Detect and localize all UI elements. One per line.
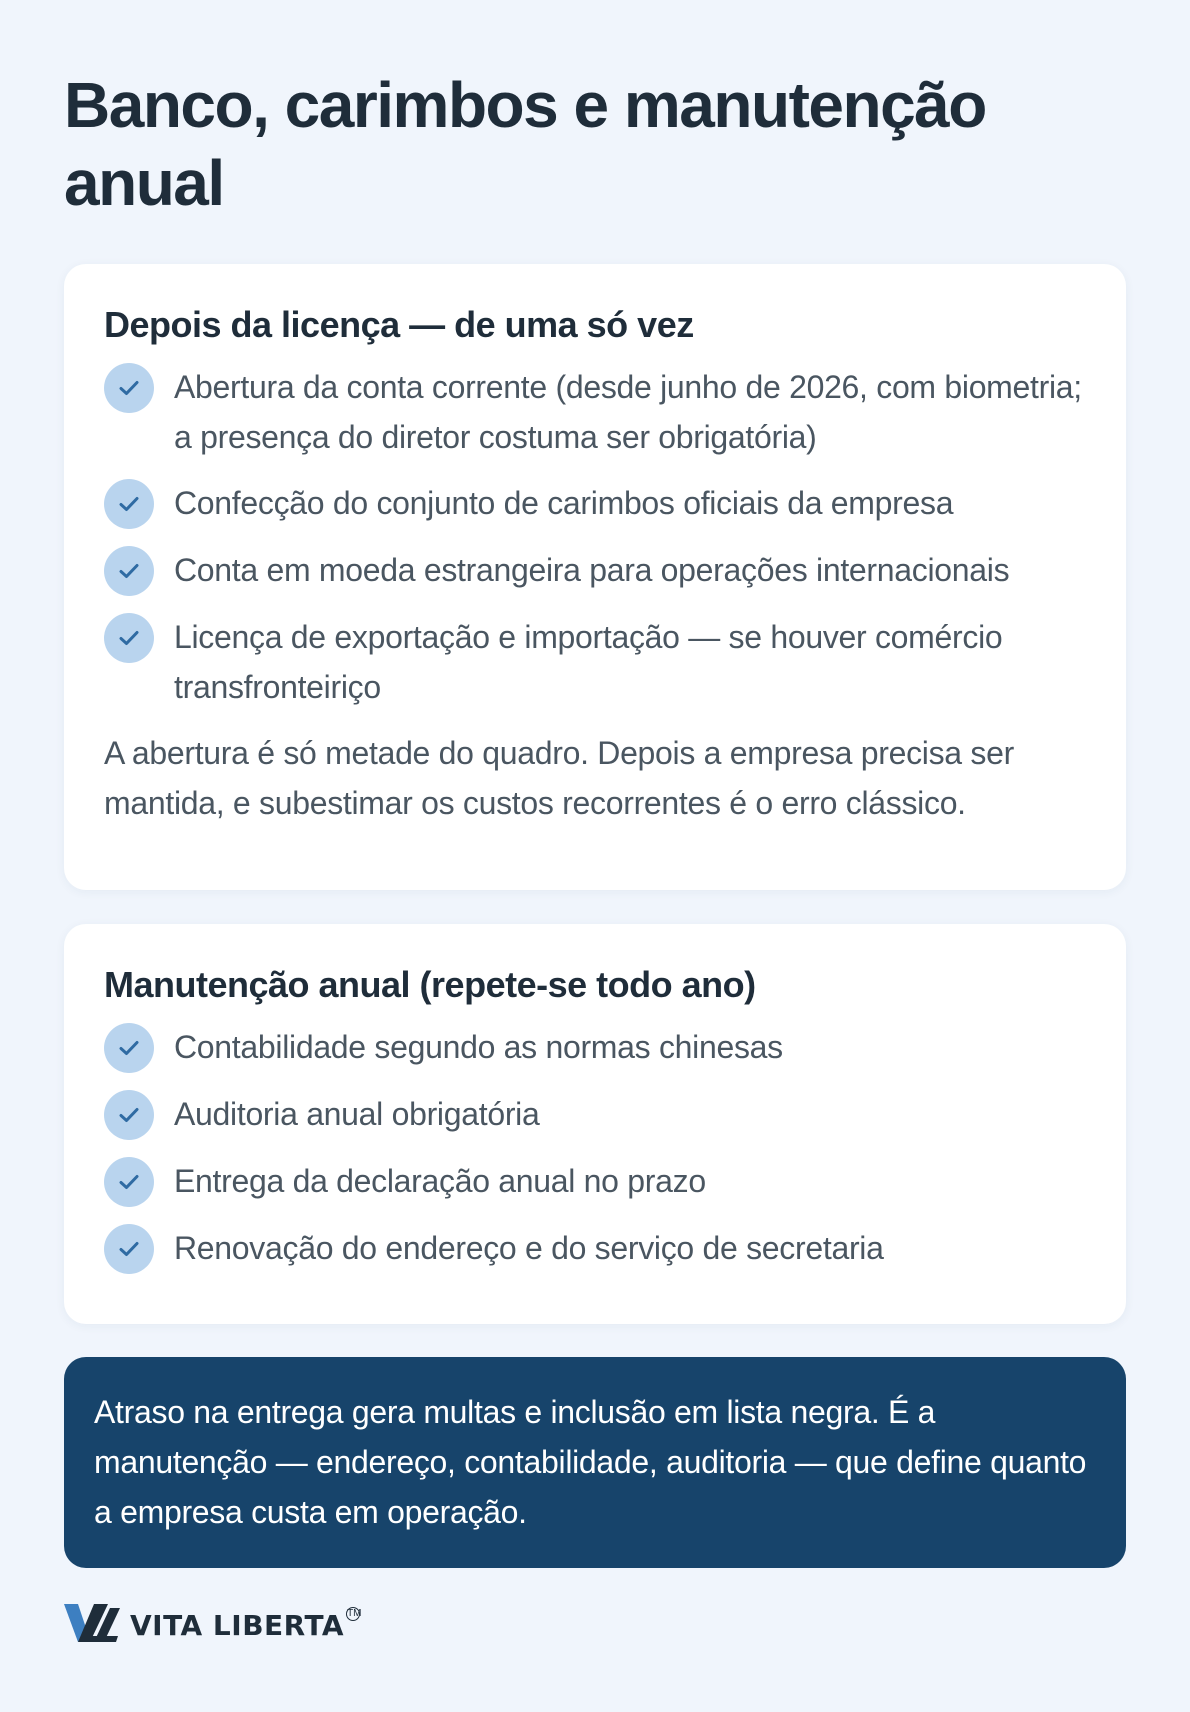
list-item — [104, 478, 1086, 529]
list-item-text: Abertura da conta corrente (desde junho de 2026, com biometria; a presença do diretor costuma ser obrigatória) — [174, 369, 1082, 455]
list-item-text: Conta em moeda estrangeira para operações internacionais — [174, 552, 1010, 588]
vita-liberta-logo-icon — [64, 1602, 120, 1649]
one-time-checklist — [104, 362, 1086, 712]
list-item — [104, 362, 1086, 462]
brand-name: VITA LIBERTA — [130, 1608, 345, 1642]
list-item — [104, 612, 1086, 712]
check-icon — [104, 1157, 154, 1207]
list-item — [104, 1156, 1086, 1207]
check-icon — [104, 1224, 154, 1274]
one-time-steps-title: Depois da licença — de uma só vez — [104, 304, 694, 345]
trademark-symbol: TM — [347, 1608, 362, 1619]
check-icon — [104, 613, 154, 663]
list-item-text: Contabilidade segundo as normas chinesas — [174, 1029, 783, 1065]
annual-maintenance-card — [64, 924, 1126, 1324]
brand-logo — [64, 1604, 360, 1646]
check-icon — [104, 1090, 154, 1140]
list-item-text: Auditoria anual obrigatória — [174, 1096, 540, 1132]
list-item-text: Renovação do endereço e do serviço de secretaria — [174, 1230, 884, 1266]
list-item-text: Confecção do conjunto de carimbos oficiais da empresa — [174, 485, 954, 521]
check-icon — [104, 363, 154, 413]
list-item-text: Entrega da declaração anual no prazo — [174, 1163, 706, 1199]
callout-text: Atraso na entrega gera multas e inclusão em lista negra. É a manutenção — endereço, contabilidade, auditoria — que define quanto a empresa custa em operação. — [94, 1394, 1087, 1530]
annual-checklist — [104, 1022, 1086, 1274]
list-item — [104, 545, 1086, 596]
check-icon — [104, 1023, 154, 1073]
annual-maintenance-title: Manutenção anual (repete-se todo ano) — [104, 964, 756, 1005]
warning-callout — [64, 1357, 1126, 1568]
page-title: Banco, carimbos e manutenção anual — [64, 69, 986, 219]
check-icon — [104, 546, 154, 596]
check-icon — [104, 479, 154, 529]
list-item — [104, 1223, 1086, 1274]
list-item — [104, 1089, 1086, 1140]
list-item-text: Licença de exportação e importação — se houver comércio transfronteiriço — [174, 619, 1003, 705]
list-item — [104, 1022, 1086, 1073]
one-time-note: A abertura é só metade do quadro. Depois a empresa precisa ser mantida, e subestimar os custos recorrentes é o erro clássico. — [104, 735, 1014, 821]
one-time-steps-card — [64, 264, 1126, 890]
